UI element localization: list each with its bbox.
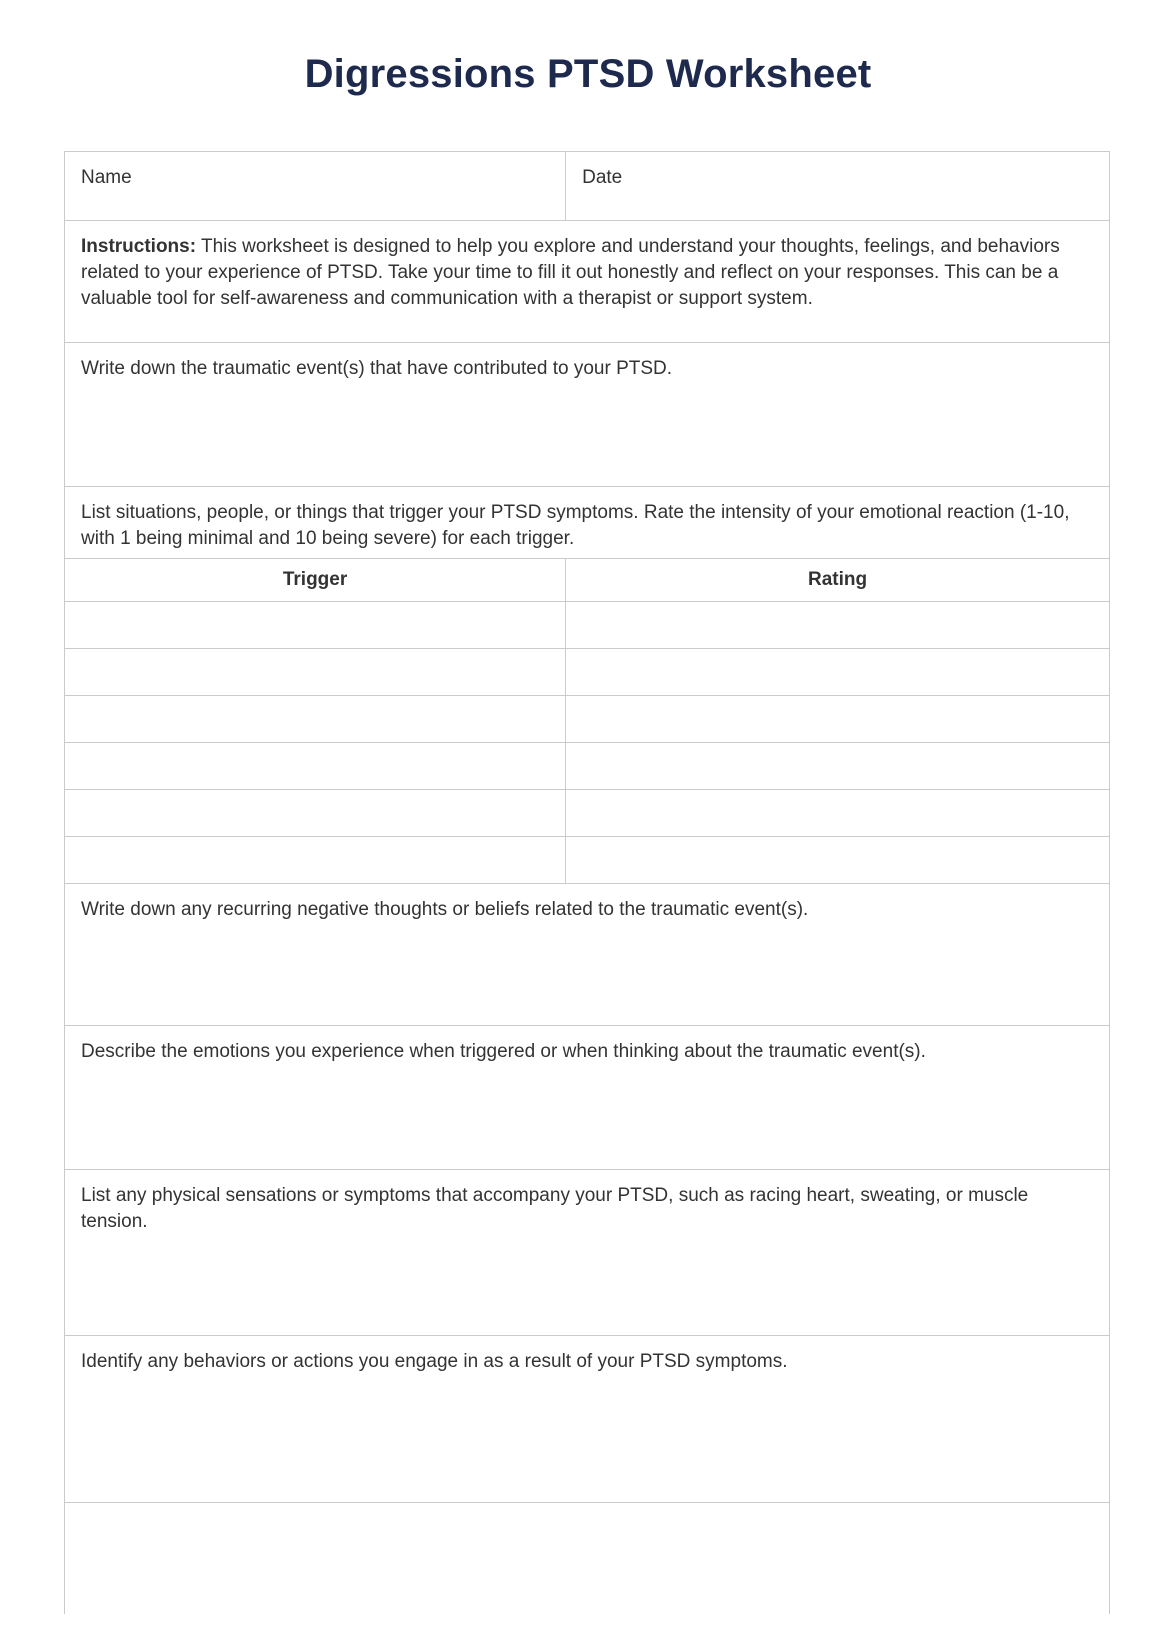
trigger-table-header xyxy=(64,558,1110,602)
trigger-column-header: Trigger xyxy=(65,559,566,601)
traumatic-events-prompt: Write down the traumatic event(s) that have contributed to your PTSD. xyxy=(81,358,673,379)
trigger-table-row xyxy=(64,648,1110,696)
worksheet-body xyxy=(64,151,1110,1614)
worksheet-page xyxy=(0,52,1176,1614)
trigger-cell[interactable] xyxy=(65,837,566,883)
triggers-intro-text: List situations, people, or things that trigger your PTSD symptoms. Rate the intensity of your emotional reaction (1-10, with 1 being minimal and 10 being severe) for each trigger. xyxy=(81,502,1070,549)
triggers-intro-box xyxy=(64,486,1110,559)
rating-cell[interactable] xyxy=(566,790,1109,836)
behaviors-prompt: Identify any behaviors or actions you engage in as a result of your PTSD symptoms. xyxy=(81,1351,788,1372)
trigger-cell[interactable] xyxy=(65,696,566,742)
behaviors-section[interactable] xyxy=(64,1335,1110,1503)
trigger-cell[interactable] xyxy=(65,649,566,695)
rating-cell[interactable] xyxy=(566,743,1109,789)
name-field[interactable] xyxy=(65,152,566,220)
rating-cell[interactable] xyxy=(566,602,1109,648)
rating-column-header: Rating xyxy=(808,569,868,590)
trigger-table-row xyxy=(64,836,1110,884)
trigger-table-row xyxy=(64,789,1110,837)
name-label: Name xyxy=(81,167,132,188)
instructions-label: Instructions: xyxy=(81,236,197,257)
rating-cell[interactable] xyxy=(566,837,1109,883)
emotions-prompt: Describe the emotions you experience when triggered or when thinking about the traumatic event(s). xyxy=(81,1041,926,1062)
negative-thoughts-prompt: Write down any recurring negative thoughts or beliefs related to the traumatic event(s). xyxy=(81,899,809,920)
instructions-text: This worksheet is designed to help you explore and understand your thoughts, feelings, and behaviors related to your experience of PTSD. Take your time to fill it out honestly and reflect on your responses. This can be a valuable tool for self-awareness and communication with a therapist or support system. xyxy=(81,236,1060,309)
instructions-paragraph xyxy=(81,234,1093,312)
rating-cell[interactable] xyxy=(566,696,1109,742)
physical-sensations-section[interactable] xyxy=(64,1169,1110,1336)
trigger-cell[interactable] xyxy=(65,743,566,789)
physical-sensations-prompt: List any physical sensations or symptoms that accompany your PTSD, such as racing heart, sweating, or muscle tension. xyxy=(81,1185,1029,1232)
rating-cell[interactable] xyxy=(566,649,1109,695)
date-label: Date xyxy=(582,167,623,188)
page-title: Digressions PTSD Worksheet xyxy=(304,52,872,96)
name-date-row xyxy=(64,151,1110,221)
trigger-table-row xyxy=(64,695,1110,743)
instructions-box xyxy=(64,220,1110,343)
negative-thoughts-section[interactable] xyxy=(64,883,1110,1026)
trigger-table-row xyxy=(64,742,1110,790)
traumatic-events-section[interactable] xyxy=(64,342,1110,487)
emotions-section[interactable] xyxy=(64,1025,1110,1170)
trigger-table-body xyxy=(64,601,1110,884)
date-field[interactable] xyxy=(566,152,1109,220)
trigger-cell[interactable] xyxy=(65,790,566,836)
next-section-partial[interactable] xyxy=(64,1502,1110,1614)
trigger-cell[interactable] xyxy=(65,602,566,648)
trigger-table-row xyxy=(64,601,1110,649)
